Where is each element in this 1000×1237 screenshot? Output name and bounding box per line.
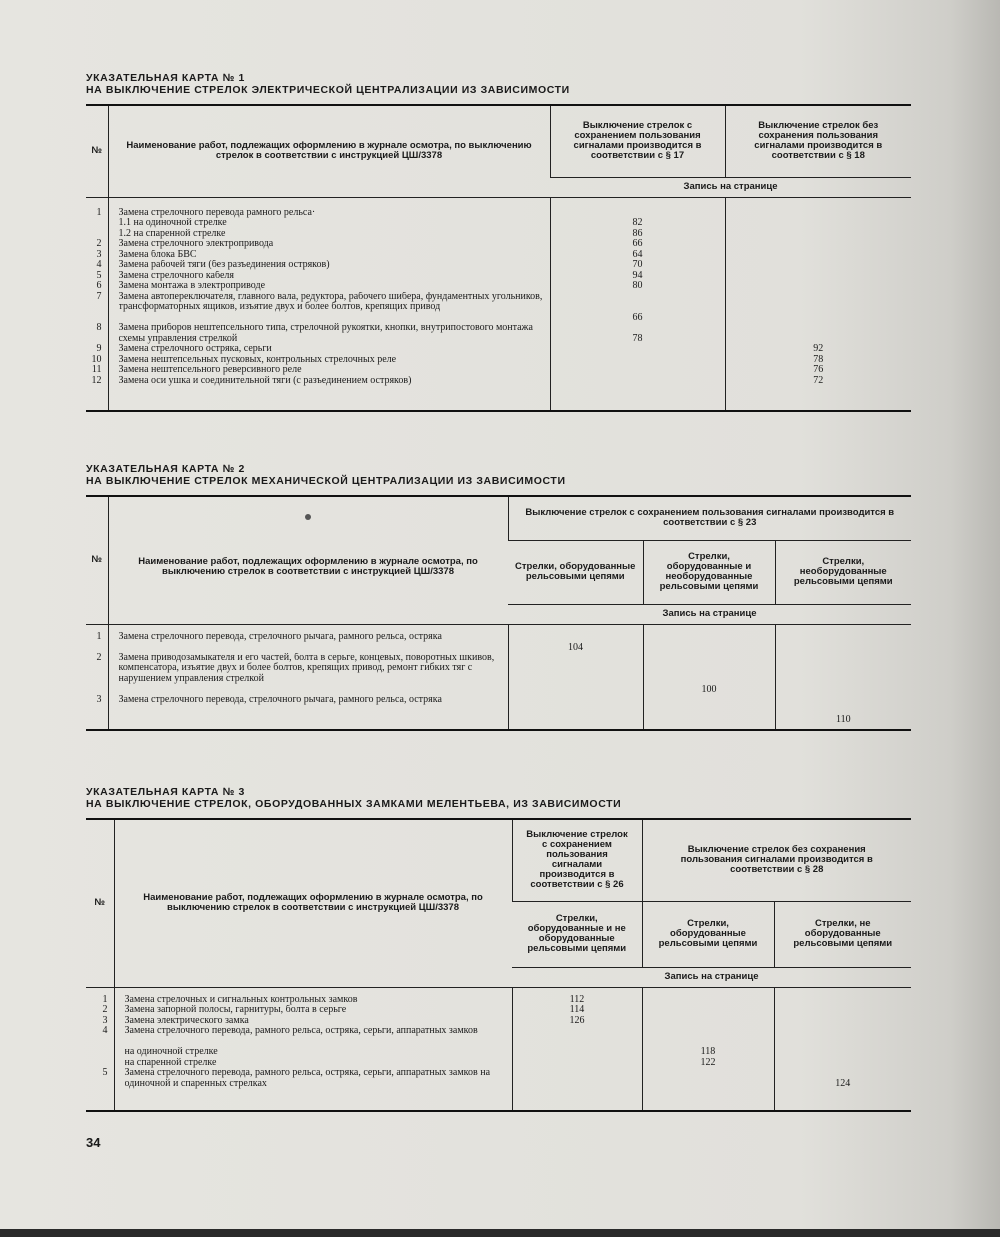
card-3-title-line2: НА ВЫКЛЮЧЕНИЕ СТРЕЛОК, ОБОРУДОВАННЫХ ЗАМКАМИ МЕЛЕНТЬЕВА, ИЗ ЗАВИСИМОСТИ <box>86 798 622 810</box>
row-page-ref: 126 <box>569 1015 585 1026</box>
row-work-name: Замена монтажа в электроприводе <box>118 281 266 291</box>
card-2-numbers-column <box>86 624 108 730</box>
card-2-title-line1: УКАЗАТЕЛЬНАЯ КАРТА № 2 <box>86 463 245 475</box>
row-work-name: Замена запорной полосы, гарнитуры, болта в серьге <box>124 1005 347 1015</box>
row-number: 3 <box>96 694 102 705</box>
card-1-names-column <box>108 197 550 411</box>
row-page-ref: 124 <box>835 1077 851 1089</box>
col-number-header: № <box>86 105 108 197</box>
row-number <box>86 1058 108 1069</box>
row-page-ref: 64 <box>632 249 643 260</box>
card-1-title-line2: НА ВЫКЛЮЧЕНИЕ СТРЕЛОК ЭЛЕКТРИЧЕСКОЙ ЦЕНТРАЛИЗАЦИИ ИЗ ЗАВИСИМОСТИ <box>86 84 570 96</box>
record-header: Запись на странице <box>512 967 911 987</box>
row-page-ref: 112 <box>569 994 585 1005</box>
row-number: 1 <box>96 207 102 218</box>
row-work-name: 1.2 на спаренной стрелке <box>118 228 226 239</box>
row-number: 8 <box>96 323 102 333</box>
row-number: 2 <box>102 1005 108 1015</box>
card-3 <box>86 786 911 1112</box>
row-number: 5 <box>102 1068 108 1078</box>
card-3-title-line1: УКАЗАТЕЛЬНАЯ КАРТА № 3 <box>86 786 245 798</box>
card-1-title-line1: УКАЗАТЕЛЬНАЯ КАРТА № 1 <box>86 72 245 84</box>
card-3-table <box>86 818 911 1112</box>
row-number: 1 <box>102 994 108 1005</box>
row-number: 3 <box>96 249 102 260</box>
col-number-header: № <box>86 819 114 987</box>
card-3-unequipped-column <box>774 987 911 1111</box>
page-number: 34 <box>86 1135 101 1150</box>
record-header: Запись на странице <box>508 604 911 624</box>
col-equipped-header: Стрелки, оборудованные рельсовыми цепями <box>642 901 774 967</box>
card-1 <box>86 72 911 412</box>
card-2-equipped-column <box>508 624 643 730</box>
col-with-signals-header: Выключение стрелок с сохранением пользования сигналами производится в соответствии с § 26 <box>512 819 642 901</box>
row-number <box>86 218 102 229</box>
row-work-name: Замена стрелочного остряка, серьги <box>118 344 272 354</box>
row-number: 5 <box>96 270 102 281</box>
card-2-title-line2: НА ВЫКЛЮЧЕНИЕ СТРЕЛОК МЕХАНИЧЕСКОЙ ЦЕНТРАЛИЗАЦИИ ИЗ ЗАВИСИМОСТИ <box>86 475 566 487</box>
row-work-name: Замена приводозамыкателя и его частей, болта в серьге, концевых, поворотных шкивов, компенсатора, изъятие двух и более болтов, крепящих привод, ремонт гибких тяг с нарушением управления стрелкой <box>118 652 495 684</box>
row-work-name: Замена стрелочного перевода, стрелочного рычага, рамного рельса, остряка <box>118 694 442 705</box>
row-work-name: Замена нештепсельного реверсивного реле <box>118 365 302 375</box>
value: 110 <box>835 713 851 725</box>
col-with-signals-header: Выключение стрелок с сохранением пользования сигналами производится в соответствии с § 17 <box>550 105 725 177</box>
col-name-header-text: Наименование работ, подлежащих оформлению в журнале осмотра, по выключению стрелок в соответствии с инструкцией ЦШ/3378 <box>138 556 478 578</box>
row-number: 2 <box>96 239 102 249</box>
card-2-names-column <box>108 624 508 730</box>
row-number: 4 <box>102 1026 108 1036</box>
card-3-all-column <box>512 987 642 1111</box>
col-without-signals-header: Выключение стрелок без сохранения пользования сигналами производится в соответствии с § 28 <box>642 819 911 901</box>
row-page-ref: 114 <box>569 1005 585 1015</box>
row-page-ref: 78 <box>813 354 824 365</box>
row-page-ref: 82 <box>632 218 643 228</box>
row-number: 6 <box>96 281 102 291</box>
card-2-unequipped-column <box>775 624 911 730</box>
card-1-without-signals-column <box>725 197 911 411</box>
col-without-signals-header: Выключение стрелок без сохранения пользования сигналами производится в соответствии с § 18 <box>725 105 911 177</box>
bullet-mark <box>305 514 311 520</box>
row-page-ref: 76 <box>813 365 824 375</box>
row-work-name: Замена стрелочного электропривода <box>118 239 274 249</box>
value: 100 <box>701 683 717 695</box>
col-both-header: Стрелки, оборудованные и необорудованные рельсовыми цепями <box>643 540 775 604</box>
row-number: 9 <box>96 344 102 354</box>
row-work-name: Замена стрелочного перевода, рамного рельса, остряка, серьги, аппаратных замков на одиночной и спаренных стрелках <box>124 1068 491 1089</box>
col-number-header: № <box>86 496 108 624</box>
card-3-names-column <box>114 987 512 1111</box>
row-page-ref: 92 <box>813 344 824 354</box>
row-page-ref: 118 <box>700 1047 716 1057</box>
row-work-name: Замена стрелочного перевода, рамного рельса, остряка, серьги, аппаратных замков <box>124 1026 478 1036</box>
card-1-table <box>86 104 911 412</box>
row-work-name: Замена приборов нештепсельного типа, стрелочной рукоятки, кнопки, внутрипостового монтажа схемы управления стрелкой <box>118 323 533 344</box>
row-number: 12 <box>91 375 102 386</box>
row-page-ref: 66 <box>632 239 643 249</box>
row-work-name: 1.1 на одиночной стрелке <box>118 218 227 228</box>
card-3-equipped-column <box>642 987 774 1111</box>
row-number: 4 <box>96 260 102 270</box>
card-2-both-column <box>643 624 775 730</box>
row-work-name: Замена стрелочных и сигнальных контрольных замков <box>124 994 358 1005</box>
row-work-name: Замена стрелочного перевода, стрелочного рычага, рамного рельса, остряка <box>118 631 442 642</box>
row-work-name: Замена нештепсельных пусковых, контрольных стрелочных реле <box>118 354 397 365</box>
row-page-ref: 122 <box>700 1057 716 1068</box>
row-work-name: на спаренной стрелке <box>124 1057 217 1068</box>
row-page-ref: 72 <box>813 375 824 386</box>
row-work-name: Замена автопереключателя, главного вала, редуктора, рабочего шибера, фундаментных угольников, трансформаторных ящиков, изъятие двух и более болтов, крепящих привод <box>118 291 543 312</box>
col-equipped-header: Стрелки, оборудованные рельсовыми цепями <box>508 540 643 604</box>
col-all-header: Стрелки, оборудованные и не оборудованные рельсовыми цепями <box>512 901 642 967</box>
card-1-with-signals-column <box>550 197 725 411</box>
row-work-name: Замена стрелочного перевода рамного рельса· <box>118 207 316 218</box>
value: 104 <box>568 641 583 653</box>
col-name-header: Наименование работ, подлежащих оформлению в журнале осмотра, по выключению стрелок в соответствии с инструкцией ЦШ/3378 <box>114 819 512 987</box>
row-page-ref: 70 <box>632 260 643 270</box>
row-work-name: Замена рабочей тяги (без разъединения остряков) <box>118 260 330 270</box>
row-work-name: Замена оси ушка и соединительной тяги (с разъединением остряков) <box>118 375 412 386</box>
row-number: 10 <box>91 354 102 365</box>
card-1-numbers-column <box>86 197 108 411</box>
row-page-ref: 78 <box>632 332 643 344</box>
col-name-header <box>108 496 508 624</box>
row-number: 1 <box>96 631 102 642</box>
col-group-header: Выключение стрелок с сохранением пользования сигналами производится в соответствии с § 23 <box>508 496 911 540</box>
record-header: Запись на странице <box>550 177 911 197</box>
row-work-name: Замена стрелочного кабеля <box>118 270 234 281</box>
card-2-table <box>86 495 911 731</box>
card-2 <box>86 463 911 731</box>
row-number: 3 <box>102 1015 108 1026</box>
row-number <box>86 1047 108 1058</box>
row-work-name: Замена электрического замка <box>124 1015 249 1026</box>
row-number: 2 <box>96 652 102 663</box>
col-unequipped-header: Стрелки, не оборудованные рельсовыми цепями <box>774 901 911 967</box>
card-3-numbers-column <box>86 987 114 1111</box>
col-name-header: Наименование работ, подлежащих оформлению в журнале осмотра, по выключению стрелок в соответствии с инструкцией ЦШ/3378 <box>108 105 550 197</box>
row-page-ref: 66 <box>632 311 643 323</box>
row-page-ref: 94 <box>632 270 643 281</box>
row-page-ref: 86 <box>632 228 643 239</box>
row-work-name: на одиночной стрелке <box>124 1047 218 1057</box>
row-work-name: Замена блока БВС <box>118 249 197 260</box>
row-number: 7 <box>96 291 102 302</box>
row-page-ref: 80 <box>632 281 643 291</box>
row-number: 11 <box>91 365 102 375</box>
col-unequipped-header: Стрелки, необорудованные рельсовыми цепями <box>775 540 911 604</box>
row-number <box>86 229 102 240</box>
scan-edge <box>0 1229 1000 1237</box>
